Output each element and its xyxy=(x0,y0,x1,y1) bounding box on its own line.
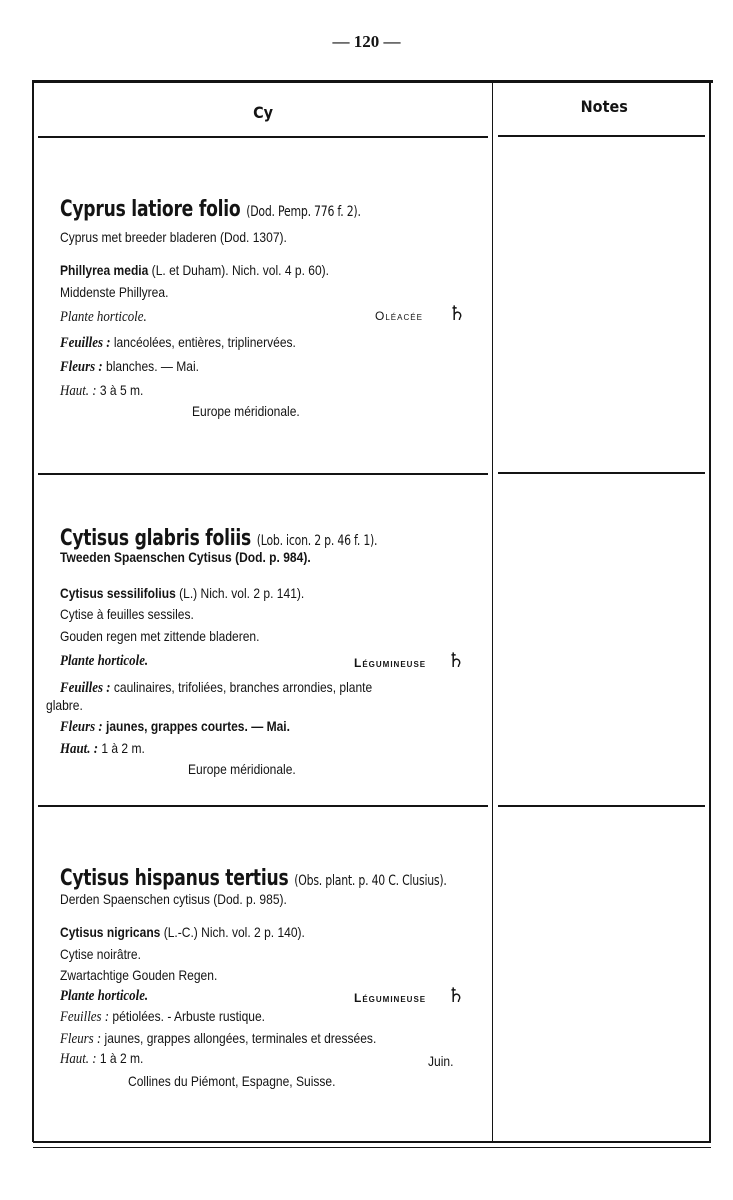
synonym-ref: (L. et Duham). Nich. vol. 4 p. 60). xyxy=(151,262,330,278)
entry-title-name: Cytisus hispanus tertius xyxy=(60,866,289,891)
fleurs-label: Fleurs : xyxy=(60,1031,102,1047)
header-rule-right xyxy=(498,135,705,137)
synonym-name: Cytisus nigricans xyxy=(60,924,161,940)
entry-title-ref: (Dod. Pemp. 776 f. 2). xyxy=(246,204,361,220)
synonym-name: Phillyrea media xyxy=(60,262,149,278)
entry-line: Derden Spaenschen cytisus (Dod. p. 985). xyxy=(60,891,287,907)
section-rule-left-2 xyxy=(38,805,488,807)
synonym-line xyxy=(60,585,304,601)
haut-label: Haut. : xyxy=(60,1051,97,1067)
haut-text: 1 à 2 m. xyxy=(99,1050,144,1066)
haut-text: 3 à 5 m. xyxy=(99,382,144,398)
synonym-line xyxy=(60,924,305,940)
haut-line xyxy=(60,740,145,758)
plante-label: Plante horticole. xyxy=(60,653,149,669)
family-label: Oléacée xyxy=(375,309,423,323)
fleurs-text: jaunes, grappes allongées, terminales et dressées. xyxy=(104,1030,377,1046)
section-rule-right-2 xyxy=(498,805,705,807)
entry-line: Cyprus met breeder bladeren (Dod. 1307). xyxy=(60,229,287,245)
column-header-notes: Notes xyxy=(580,97,628,116)
table-bottom-border-outer xyxy=(33,1147,711,1148)
fleurs-text: blanches. — Mai. xyxy=(105,358,200,374)
fleurs-text: jaunes, grappes courtes. — Mai. xyxy=(105,718,290,734)
synonym-vernacular: Gouden regen met zittende bladeren. xyxy=(60,628,260,644)
synonym-vernacular: Zwartachtige Gouden Regen. xyxy=(60,967,218,983)
fleurs-line xyxy=(60,1030,376,1048)
entry-title-name: Cyprus latiore folio xyxy=(60,197,241,222)
column-divider xyxy=(492,82,493,1142)
origin-text: Europe méridionale. xyxy=(192,403,300,419)
feuilles-label: Feuilles : xyxy=(60,335,111,351)
haut-line xyxy=(60,1050,143,1068)
table-bottom-border xyxy=(33,1141,711,1143)
synonym-french: Cytise à feuilles sessiles. xyxy=(60,606,194,622)
entry-title-name: Cytisus glabris foliis xyxy=(60,526,252,551)
fleurs-line xyxy=(60,718,290,736)
synonym-vernacular: Middenste Phillyrea. xyxy=(60,284,169,300)
family-label: Légumineuse xyxy=(354,656,427,670)
entry-title xyxy=(60,526,377,551)
shrub-symbol-icon: ♄ xyxy=(448,301,466,325)
feuilles-text: pétiolées. - Arbuste rustique. xyxy=(112,1008,266,1024)
fleurs-label: Fleurs : xyxy=(60,359,103,375)
feuilles-label: Feuilles : xyxy=(60,1009,110,1025)
haut-label: Haut. : xyxy=(60,741,99,757)
shrub-symbol-icon: ♄ xyxy=(447,983,465,1007)
table-top-border xyxy=(33,80,713,83)
feuilles-text: lancéolées, entières, triplinervées. xyxy=(113,334,296,350)
feuilles-line xyxy=(60,679,372,697)
origin-text: Collines du Piémont, Espagne, Suisse. xyxy=(128,1073,336,1089)
page-number: — 120 — xyxy=(332,32,401,51)
haut-text: 1 à 2 m. xyxy=(101,740,145,756)
synonym-name: Cytisus sessilifolius xyxy=(60,585,176,601)
haut-line xyxy=(60,382,143,400)
column-header-cy: Cy xyxy=(253,103,274,122)
section-rule-right-1 xyxy=(498,472,705,474)
entry-title-ref: (Lob. icon. 2 p. 46 f. 1). xyxy=(256,533,378,549)
synonym-line xyxy=(60,262,329,278)
fleurs-line xyxy=(60,358,199,376)
plante-label: Plante horticole. xyxy=(60,988,149,1004)
section-rule-left-1 xyxy=(38,473,488,475)
header-rule-left xyxy=(38,136,488,138)
table-right-border xyxy=(709,80,711,1142)
synonym-french: Cytise noirâtre. xyxy=(60,946,141,962)
feuilles-text: caulinaires, trifoliées, branches arrondies, plante xyxy=(113,679,373,695)
feuilles-continued: glabre. xyxy=(46,697,83,713)
fleurs-label: Fleurs : xyxy=(60,719,103,735)
synonym-ref: (L.-C.) Nich. vol. 2 p. 140). xyxy=(163,924,305,940)
entry-title xyxy=(60,197,361,222)
entry-title-ref: (Obs. plant. p. 40 C. Clusius). xyxy=(294,873,447,889)
synonym-ref: (L.) Nich. vol. 2 p. 141). xyxy=(179,585,305,601)
entry-line: Tweeden Spaenschen Cytisus (Dod. p. 984). xyxy=(60,549,311,565)
entry-title xyxy=(60,866,447,891)
month-text: Juin. xyxy=(428,1053,454,1069)
haut-label: Haut. : xyxy=(60,383,97,399)
feuilles-label: Feuilles : xyxy=(60,680,111,696)
feuilles-line xyxy=(60,334,296,352)
feuilles-line xyxy=(60,1008,265,1026)
plante-label: Plante horticole. xyxy=(60,309,147,325)
shrub-symbol-icon: ♄ xyxy=(447,648,465,672)
table-left-border xyxy=(32,80,34,1142)
origin-text: Europe méridionale. xyxy=(188,761,296,777)
family-label: Légumineuse xyxy=(354,991,427,1005)
